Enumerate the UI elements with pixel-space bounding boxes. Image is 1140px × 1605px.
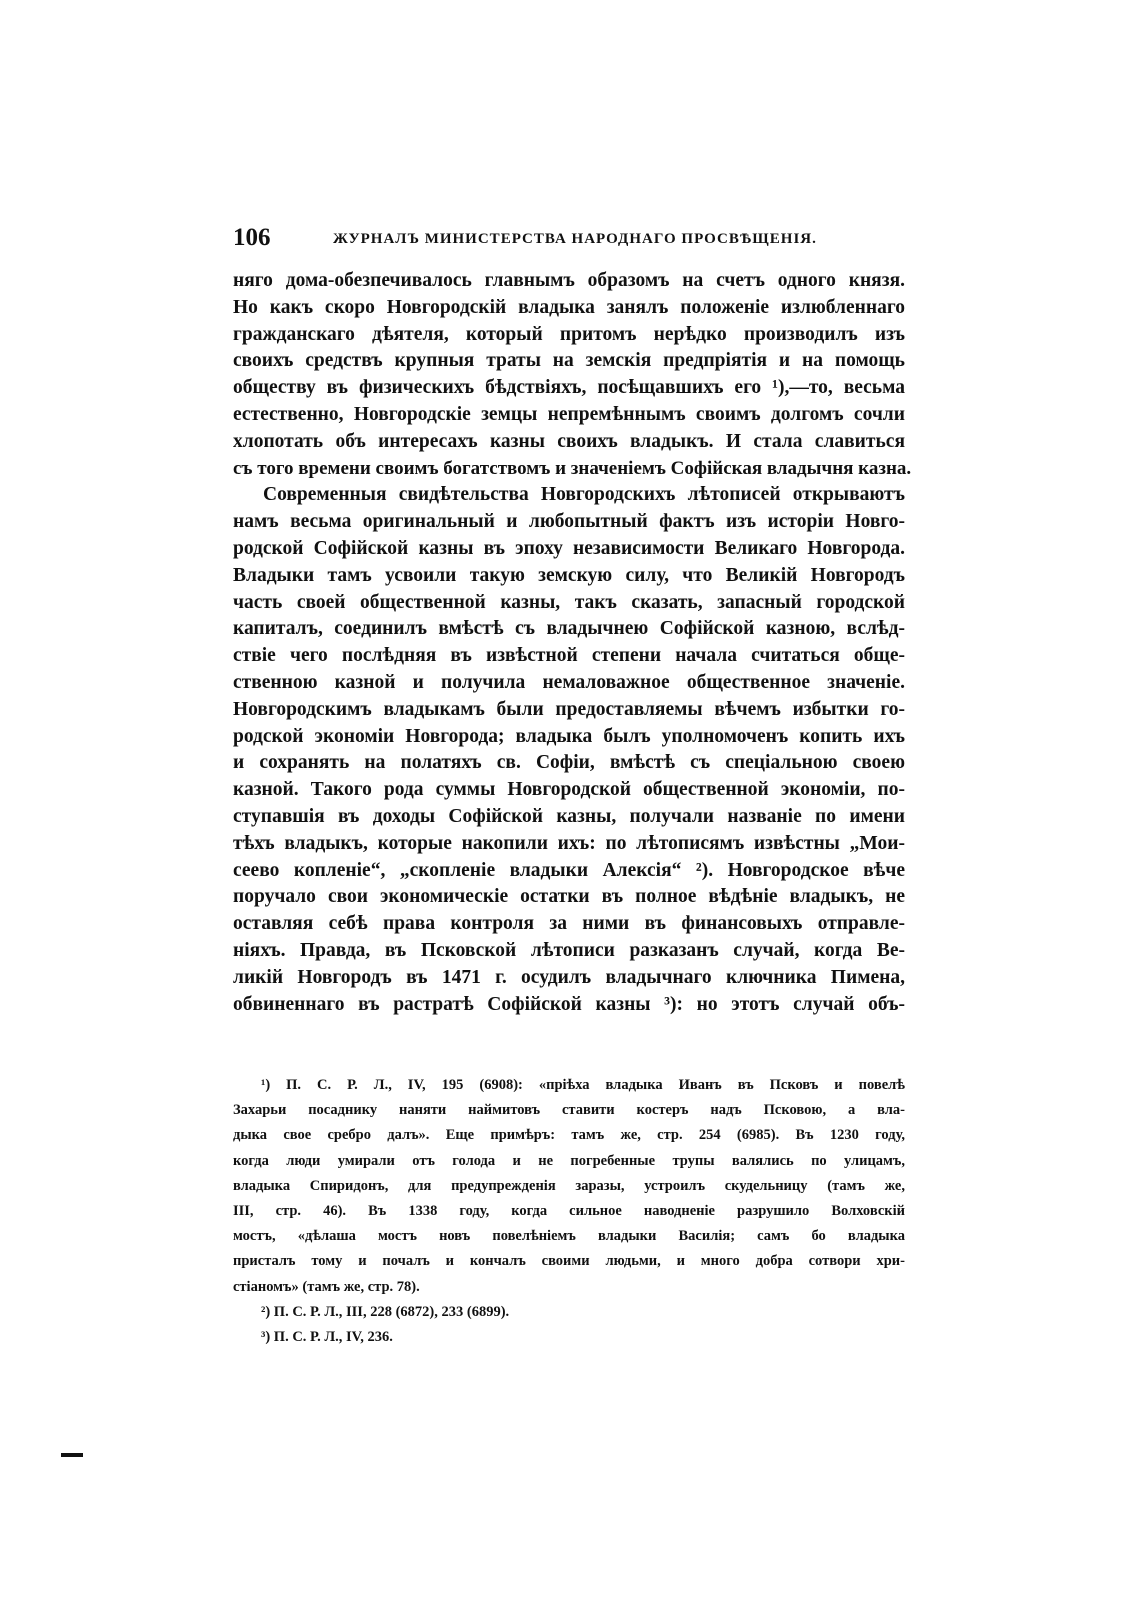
text-line: Новгородскимъ владыкамъ были предоставляемы вѣчемъ избытки го- — [233, 698, 905, 720]
footnote-1: ¹) П. С. Р. Л., IV, 195 (6908): «пріѣха владыка Иванъ въ Псковъ и повелѣ — [261, 1077, 905, 1093]
text-line: естественно, Новгородскіе земцы непремѣннымъ своимъ долгомъ сочли — [233, 403, 905, 425]
footnote-line: мостъ, «дѣлаша мостъ новъ повелѣніемъ владыки Василія; самъ бо владыка — [233, 1228, 905, 1245]
footnote-line: Захарьи посаднику наняти наймитовъ ставити костеръ надъ Псковою, а вла- — [233, 1102, 905, 1119]
text-line: обвиненнаго въ растратѣ Софійской казны ³): но этотъ случай объ- — [233, 993, 905, 1015]
footnote-line: присталъ тому и почалъ и кончалъ своими людьми, и много добра сотвори хри- — [233, 1253, 905, 1270]
text-line: ніяхъ. Правда, въ Псковской лѣтописи разказанъ случай, когда Ве- — [233, 939, 905, 961]
text-line: Владыки тамъ усвоили такую земскую силу, что Великій Новгородъ — [233, 564, 905, 586]
margin-mark — [61, 1453, 83, 1457]
text-line: Но какъ скоро Новгородскій владыка занялъ положеніе излюбленнаго — [233, 296, 905, 318]
text-line: родской Софійской казны въ эпоху независимости Великаго Новгорода. — [233, 537, 905, 559]
text-line: капиталъ, соединилъ вмѣстѣ съ владычнею Софійской казною, вслѣд- — [233, 618, 905, 640]
text-line: ствіе чего послѣдняя въ извѣстной степени начала считаться обще- — [233, 645, 905, 667]
footnote-line: III, стр. 46). Въ 1338 году, когда сильное наводненіе разрушило Волховскій — [233, 1202, 905, 1219]
text-line: няго дома-обезпечивалось главнымъ образомъ на счетъ одного князя. — [233, 270, 905, 291]
text-line: часть своей общественной казны, такъ сказать, запасный городской — [233, 591, 905, 613]
text-line: Современныя свидѣтельства Новгородскихъ лѣтописей открываютъ — [263, 484, 905, 506]
text-line: хлопотать объ интересахъ казны своихъ владыкъ. И стала славиться — [233, 430, 905, 452]
text-line: поручало свои экономическіе остатки въ полное вѣдѣніе владыкъ, не — [233, 886, 905, 908]
page-number: 106 — [233, 224, 271, 251]
text-line: ступавшія въ доходы Софійской казны, получали названіе по имени — [233, 805, 905, 827]
footnote-line: дыка свое сребро далъ». Еще примѣръ: тамъ же, стр. 254 (6985). Въ 1230 году, — [233, 1127, 905, 1144]
text-line: оставляя себѣ права контроля за ними въ финансовыхъ отправле- — [233, 913, 905, 935]
text-line: ственною казной и получила немаловажное общественное значеніе. — [233, 671, 905, 693]
main-text — [233, 268, 912, 1018]
footnote-2: ²) П. С. Р. Л., III, 228 (6872), 233 (6899). — [261, 1303, 510, 1320]
text-line: обществу въ физическихъ бѣдствіяхъ, посѣщавшихъ его ¹),—то, весьма — [233, 377, 905, 399]
text-line: казной. Такого рода суммы Новгородской общественной экономіи, по- — [233, 779, 905, 801]
text-line: тѣхъ владыкъ, которые накопили ихъ: по лѣтописямъ извѣстны „Мои- — [233, 832, 905, 854]
text-line: ликій Новгородъ въ 1471 г. осудилъ владычнаго ключника Пимена, — [233, 966, 905, 988]
text-line: сеево копленіе“, „скопленіе владыки Алексія“ ²). Новгородское вѣче — [233, 859, 905, 881]
text-line: намъ весьма оригинальный и любопытный фактъ изъ исторіи Новго- — [233, 511, 905, 533]
text-line: гражданскаго дѣятеля, который притомъ нерѣдко производилъ изъ — [233, 323, 905, 345]
text-line: съ того времени своимъ богатствомъ и значеніемъ Софійская владычня казна. — [233, 457, 912, 479]
text-line: родской экономіи Новгорода; владыка былъ уполномоченъ копить ихъ — [233, 725, 905, 747]
footnote-line: когда люди умирали отъ голода и не погребенные трупы валялись по улицамъ, — [233, 1152, 905, 1169]
footnote-line: стіаномъ» (тамъ же, стр. 78). — [233, 1278, 420, 1295]
footnote-3: ³) П. С. Р. Л., IV, 236. — [261, 1328, 393, 1345]
footnotes — [233, 1073, 905, 1350]
running-title: ЖУРНАЛЪ МИНИСТЕРСТВА НАРОДНАГО ПРОСВѢЩЕНІЯ. — [333, 231, 817, 247]
text-line: и сохранять на полатяхъ св. Софіи, вмѣстѣ съ спеціальною своею — [233, 752, 905, 774]
text-line: своихъ средствъ крупныя траты на земскія предпріятія и на помощь — [233, 350, 905, 372]
footnote-line: владыка Спиридонъ, для предупрежденія заразы, устроилъ скудельницу (тамъ же, — [233, 1177, 905, 1194]
page-header — [233, 224, 913, 258]
